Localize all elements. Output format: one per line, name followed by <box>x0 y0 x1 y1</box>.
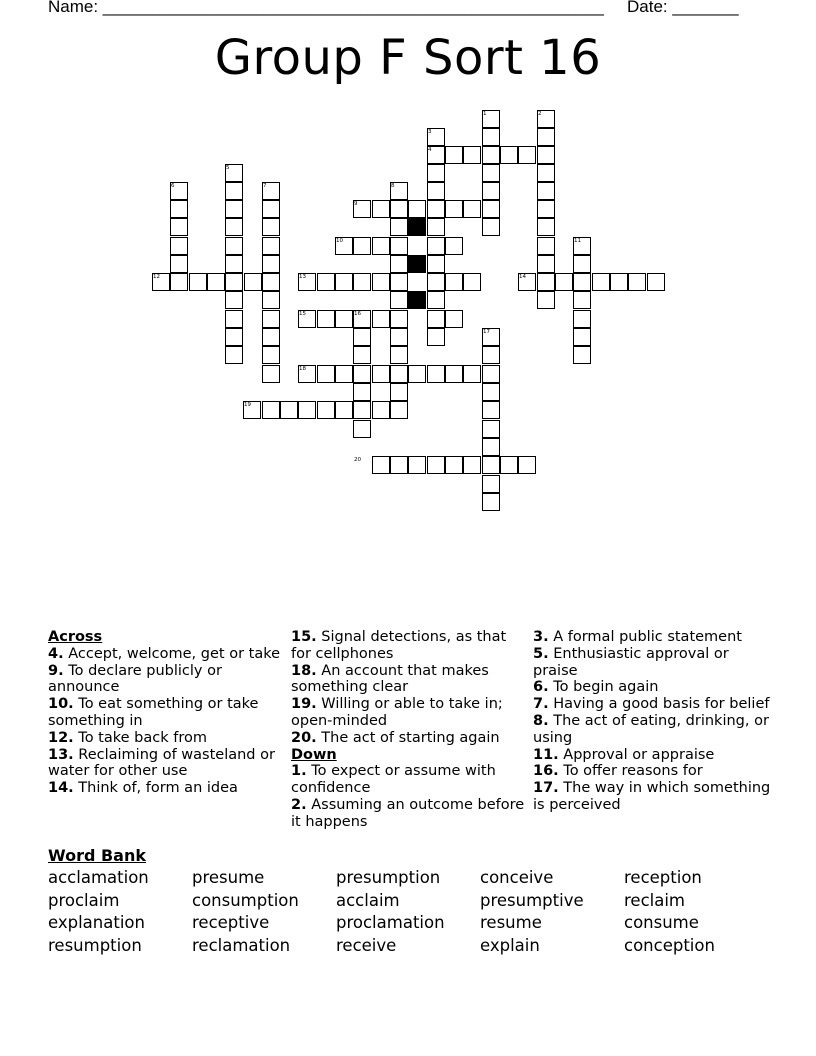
grid-cell[interactable] <box>445 273 463 291</box>
clue-number-label: 10. <box>48 696 74 713</box>
clue-number: 10 <box>336 238 343 244</box>
clue-number: 3 <box>428 129 432 135</box>
clue-text: Enthusiastic approval or praise <box>533 645 729 679</box>
grid-cell[interactable] <box>353 346 371 364</box>
grid-cell[interactable] <box>390 291 408 309</box>
grid-cell[interactable] <box>482 456 500 474</box>
grid-cell[interactable] <box>317 310 335 328</box>
grid-cell[interactable] <box>537 164 555 182</box>
grid-cell[interactable] <box>408 365 426 383</box>
name-line: _____________________________________________________ <box>102 0 604 16</box>
grid-cell[interactable] <box>463 200 481 218</box>
grid-cell[interactable] <box>445 365 463 383</box>
grid-cell[interactable] <box>482 493 500 511</box>
clue-number: 14 <box>519 274 526 280</box>
clue-number: 17 <box>483 329 490 335</box>
grid-cell[interactable] <box>482 365 500 383</box>
grid-cell[interactable] <box>482 200 500 218</box>
grid-cell[interactable] <box>390 200 408 218</box>
grid-cell[interactable] <box>225 218 243 236</box>
clue-text: Signal detections, as that for cellphones <box>291 629 507 662</box>
grid-cell[interactable] <box>390 365 408 383</box>
grid-cell[interactable] <box>573 310 591 328</box>
clue-text: To expect or assume with confidence <box>291 763 496 797</box>
clue-number: 13 <box>299 274 306 280</box>
clue-item <box>48 646 286 663</box>
word-bank-word: conceive <box>480 868 554 887</box>
clue-number: 7 <box>263 183 267 189</box>
grid-cell[interactable] <box>207 273 225 291</box>
grid-cell[interactable] <box>225 255 243 273</box>
clue-number: 5 <box>226 165 230 171</box>
clue-item <box>48 663 286 697</box>
clue-text: The act of starting again <box>316 729 500 746</box>
clue-number: 11 <box>574 238 581 244</box>
grid-cell[interactable] <box>170 273 188 291</box>
grid-cell[interactable] <box>573 255 591 273</box>
grid-cell[interactable] <box>225 310 243 328</box>
grid-cell[interactable] <box>555 273 573 291</box>
grid-cell[interactable] <box>262 346 280 364</box>
clue-number-label: 14. <box>48 780 74 797</box>
grid-cell[interactable] <box>225 291 243 309</box>
clue-number-label: 8. <box>533 712 549 729</box>
grid-cell[interactable] <box>262 237 280 255</box>
clue-text: Approval or appraise <box>558 746 715 763</box>
grid-cell[interactable] <box>537 237 555 255</box>
word-bank-word: proclamation <box>336 913 445 933</box>
clue-item <box>533 763 771 780</box>
word-bank-word: receive <box>336 935 397 955</box>
page-title: Group F Sort 16 <box>214 30 602 86</box>
grid-cell[interactable] <box>353 328 371 346</box>
grid-cell[interactable] <box>518 456 536 474</box>
clue-item <box>48 780 286 797</box>
clue-number-label: 6. <box>533 679 549 696</box>
clue-number: 19 <box>244 402 251 408</box>
grid-cell[interactable] <box>262 273 280 291</box>
grid-cell[interactable] <box>390 346 408 364</box>
grid-cell[interactable] <box>298 401 316 419</box>
grid-cell[interactable] <box>262 291 280 309</box>
grid-cell[interactable] <box>445 200 463 218</box>
grid-cell[interactable] <box>353 383 371 401</box>
grid-cell[interactable] <box>482 218 500 236</box>
grid-cell[interactable] <box>372 273 390 291</box>
clue-number-label: 17. <box>533 780 559 797</box>
grid-cell[interactable] <box>537 273 555 291</box>
date-line: _______ <box>672 0 739 16</box>
grid-cell[interactable] <box>170 237 188 255</box>
clue-number: 15 <box>299 311 306 317</box>
grid-cell[interactable] <box>427 291 445 309</box>
grid-cell[interactable] <box>390 328 408 346</box>
grid-cell[interactable] <box>225 182 243 200</box>
grid-cell[interactable] <box>408 200 426 218</box>
grid-cell[interactable] <box>353 237 371 255</box>
grid-cell[interactable] <box>390 255 408 273</box>
clue-text: The act of eating, drinking, or using <box>533 712 769 746</box>
clue-text: To begin again <box>548 679 659 696</box>
clue-number-label: 2. <box>291 796 307 813</box>
clue-item <box>291 629 529 663</box>
grid-cell[interactable] <box>482 420 500 438</box>
grid-cell[interactable] <box>537 146 555 164</box>
grid-cell[interactable] <box>372 401 390 419</box>
grid-cell[interactable] <box>262 310 280 328</box>
clue-item <box>533 679 771 696</box>
grid-cell[interactable] <box>463 456 481 474</box>
name-label: Name: <box>48 0 103 16</box>
grid-cell[interactable] <box>482 401 500 419</box>
clues-column-3 <box>533 629 771 814</box>
grid-cell[interactable] <box>445 456 463 474</box>
clue-number: 9 <box>354 201 358 207</box>
word-bank-word: acclaim <box>336 890 400 910</box>
grid-cell[interactable] <box>537 255 555 273</box>
grid-cell[interactable] <box>427 182 445 200</box>
clue-item <box>291 797 529 831</box>
grid-cell[interactable] <box>280 401 298 419</box>
clue-number: 6 <box>171 183 175 189</box>
clue-text: Assuming an outcome before it happens <box>291 796 525 830</box>
clue-number-label: 3. <box>533 629 549 645</box>
clue-number-label: 5. <box>533 645 549 662</box>
clue-number-label: 16. <box>533 763 559 780</box>
grid-cell[interactable] <box>463 365 481 383</box>
grid-cell[interactable] <box>482 438 500 456</box>
grid-cell[interactable] <box>390 383 408 401</box>
across-heading: Across <box>48 629 103 645</box>
word-bank-word: proclaim <box>48 890 120 910</box>
clue-item <box>533 646 771 680</box>
grid-cell[interactable] <box>427 365 445 383</box>
clue-item <box>291 730 529 747</box>
grid-cell[interactable] <box>482 346 500 364</box>
word-bank-word: consume <box>624 913 699 933</box>
clue-number-label: 7. <box>533 696 549 713</box>
word-bank-word: reception <box>624 868 702 887</box>
grid-cell[interactable] <box>537 128 555 146</box>
grid-cell[interactable] <box>482 182 500 200</box>
grid-cell[interactable] <box>647 273 665 291</box>
grid-cell[interactable] <box>390 218 408 236</box>
grid-cell[interactable] <box>445 146 463 164</box>
clue-number-label: 19. <box>291 696 317 713</box>
clue-number-label: 1. <box>291 763 307 780</box>
grid-cell[interactable] <box>335 365 353 383</box>
date-label: Date: <box>627 0 673 16</box>
word-bank-word: resumption <box>48 935 142 955</box>
grid-cell[interactable] <box>372 310 390 328</box>
down-clue-list-continued <box>533 629 771 814</box>
word-bank-title: Word Bank <box>48 846 147 865</box>
clue-text: To eat something or take something in <box>48 696 259 729</box>
grid-cell[interactable] <box>390 401 408 419</box>
grid-cell[interactable] <box>463 273 481 291</box>
grid-cell[interactable] <box>500 146 518 164</box>
clue-number-label: 15. <box>291 629 317 645</box>
word-bank-word: reclamation <box>192 935 291 955</box>
across-clue-list-continued <box>291 629 529 747</box>
grid-cell[interactable] <box>390 273 408 291</box>
grid-cell[interactable] <box>262 255 280 273</box>
grid-cell[interactable] <box>427 164 445 182</box>
word-bank-word: reclaim <box>624 890 685 910</box>
clue-text: Accept, welcome, get or take <box>63 645 281 662</box>
grid-cell[interactable] <box>445 237 463 255</box>
grid-cell[interactable] <box>482 383 500 401</box>
grid-cell[interactable] <box>372 237 390 255</box>
grid-cell[interactable] <box>427 273 445 291</box>
clue-text: Willing or able to take in; open-minded <box>291 696 503 729</box>
grid-cell[interactable] <box>170 200 188 218</box>
grid-cell[interactable] <box>427 255 445 273</box>
grid-cell[interactable] <box>335 273 353 291</box>
grid-cell[interactable] <box>427 237 445 255</box>
clue-number-label: 12. <box>48 729 74 746</box>
word-bank-word: presumption <box>336 868 441 887</box>
clue-item <box>533 713 771 747</box>
grid-cell[interactable] <box>189 273 207 291</box>
grid-cell[interactable] <box>262 218 280 236</box>
grid-cell[interactable] <box>628 273 646 291</box>
grid-cell[interactable] <box>537 182 555 200</box>
clue-number: 18 <box>299 366 306 372</box>
grid-cell[interactable] <box>317 273 335 291</box>
black-cell <box>408 291 426 309</box>
clue-item <box>48 730 286 747</box>
clue-text: Think of, form an idea <box>73 780 238 797</box>
clue-text: A formal public statement <box>548 629 742 645</box>
grid-cell[interactable] <box>463 146 481 164</box>
grid-cell[interactable] <box>262 365 280 383</box>
grid-cell[interactable] <box>225 346 243 364</box>
grid-cell[interactable] <box>537 291 555 309</box>
black-cell <box>408 218 426 236</box>
grid-cell[interactable] <box>335 401 353 419</box>
clues-column-2 <box>291 629 529 831</box>
grid-cell[interactable] <box>537 218 555 236</box>
word-bank-word: resume <box>480 913 542 933</box>
clue-text: To declare publicly or announce <box>48 662 222 696</box>
clue-number-label: 4. <box>48 645 64 662</box>
across-clue-list <box>48 646 286 797</box>
grid-cell[interactable] <box>408 456 426 474</box>
clue-number-label: 13. <box>48 746 74 763</box>
clue-item <box>533 629 771 646</box>
grid-cell[interactable] <box>427 456 445 474</box>
grid-cell[interactable] <box>353 420 371 438</box>
grid-cell[interactable] <box>500 456 518 474</box>
clue-number-label: 18. <box>291 662 317 679</box>
grid-cell[interactable] <box>225 328 243 346</box>
clue-text: To offer reasons for <box>558 763 703 780</box>
grid-cell[interactable] <box>427 328 445 346</box>
grid-cell[interactable] <box>592 273 610 291</box>
clue-number: 20 <box>354 457 361 463</box>
grid-cell[interactable] <box>537 200 555 218</box>
word-bank-word: explanation <box>48 913 145 933</box>
grid-cell[interactable] <box>170 255 188 273</box>
grid-cell[interactable] <box>573 291 591 309</box>
clue-item <box>48 747 286 781</box>
clue-number: 12 <box>153 274 160 280</box>
grid-cell[interactable] <box>427 310 445 328</box>
grid-cell[interactable] <box>317 365 335 383</box>
grid-cell[interactable] <box>518 146 536 164</box>
clue-item <box>291 696 529 730</box>
clue-item <box>533 747 771 764</box>
grid-cell[interactable] <box>390 456 408 474</box>
grid-cell[interactable] <box>372 365 390 383</box>
grid-cell[interactable] <box>573 346 591 364</box>
clues-column-1 <box>48 629 286 797</box>
clue-item <box>533 780 771 814</box>
grid-cell[interactable] <box>225 273 243 291</box>
grid-cell[interactable] <box>573 328 591 346</box>
clue-number-label: 11. <box>533 746 559 763</box>
clue-number-label: 20. <box>291 729 317 746</box>
grid-cell[interactable] <box>262 401 280 419</box>
clue-number: 1 <box>483 111 487 117</box>
clue-number: 16 <box>354 311 361 317</box>
down-clue-list <box>291 763 529 830</box>
clue-text: The way in which something is perceived <box>533 780 771 813</box>
grid-cell[interactable] <box>482 164 500 182</box>
grid-cell[interactable] <box>353 273 371 291</box>
word-bank-word: receptive <box>192 913 270 933</box>
grid-cell[interactable] <box>335 310 353 328</box>
grid-cell[interactable] <box>390 237 408 255</box>
clue-text: An account that makes something clear <box>291 662 489 696</box>
grid-cell[interactable] <box>482 128 500 146</box>
word-bank-word: explain <box>480 935 540 955</box>
clue-text: Reclaiming of wasteland or water for other use <box>48 746 275 780</box>
grid-cell[interactable] <box>372 200 390 218</box>
clue-text: Having a good basis for belief <box>548 696 770 713</box>
grid-cell[interactable] <box>482 475 500 493</box>
grid-cell[interactable] <box>317 401 335 419</box>
word-bank-word: presume <box>192 868 265 887</box>
grid-cell[interactable] <box>427 200 445 218</box>
grid-cell[interactable] <box>445 310 463 328</box>
grid-cell[interactable] <box>390 310 408 328</box>
word-bank-word: conception <box>624 935 715 955</box>
grid-cell[interactable] <box>170 218 188 236</box>
word-bank-word: consumption <box>192 890 299 910</box>
word-bank-word: presumptive <box>480 890 584 910</box>
word-bank-word: acclamation <box>48 868 149 887</box>
down-heading: Down <box>291 746 337 763</box>
grid-cell[interactable] <box>427 218 445 236</box>
grid-cell[interactable] <box>262 200 280 218</box>
clue-number: 2 <box>538 111 542 117</box>
clue-text: To take back from <box>73 729 207 746</box>
clue-item <box>291 663 529 697</box>
grid-cell[interactable] <box>482 146 500 164</box>
clue-item <box>533 696 771 713</box>
clue-item <box>291 763 529 797</box>
grid-cell[interactable] <box>262 328 280 346</box>
clue-number: 4 <box>428 147 432 153</box>
grid-cell[interactable] <box>225 237 243 255</box>
clue-item <box>48 696 286 730</box>
grid-cell[interactable] <box>610 273 628 291</box>
black-cell <box>408 255 426 273</box>
grid-cell[interactable] <box>225 200 243 218</box>
clue-number-label: 9. <box>48 662 64 679</box>
grid-cell[interactable] <box>372 456 390 474</box>
grid-cell[interactable] <box>353 365 371 383</box>
grid-cell[interactable] <box>573 273 591 291</box>
grid-cell[interactable] <box>353 401 371 419</box>
grid-cell[interactable] <box>244 273 262 291</box>
clue-number: 8 <box>391 183 395 189</box>
